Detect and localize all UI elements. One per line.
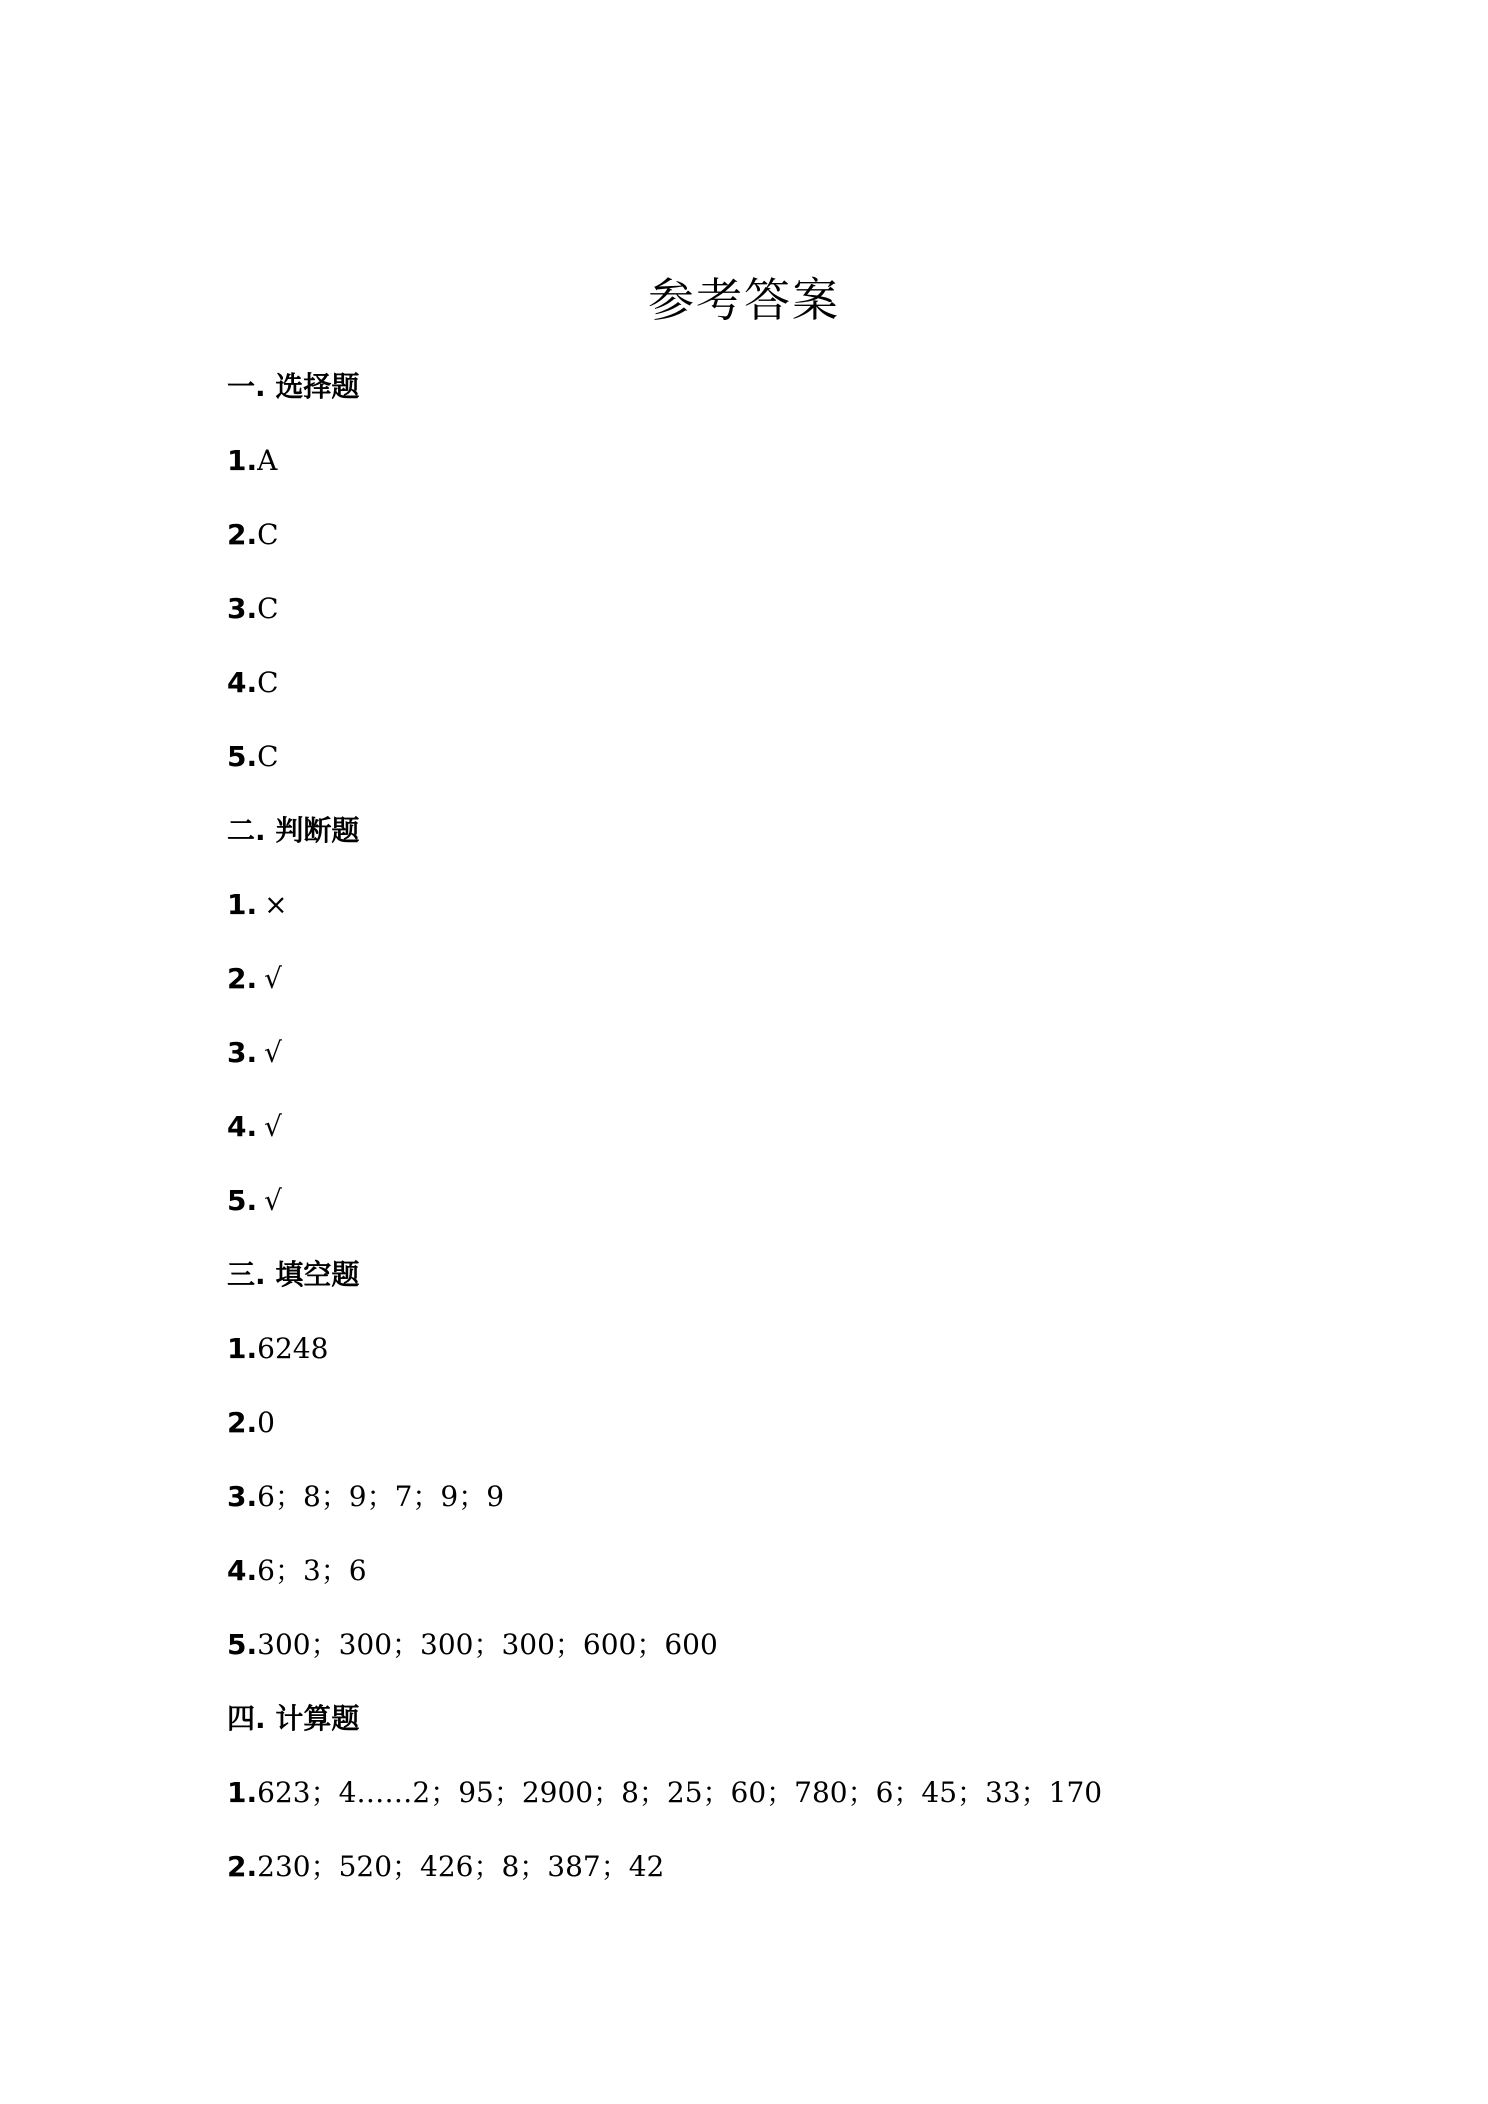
item-answer: C (257, 592, 279, 625)
item-number: 1. (227, 888, 258, 921)
item-number: 4. (227, 1110, 258, 1143)
list-item (227, 1773, 1102, 1814)
item-number: 2. (227, 518, 258, 551)
item-answer: × (264, 888, 288, 921)
section-heading-true-false: 二. 判断题 (227, 814, 360, 847)
item-answer: 230；520；426；8；387；42 (257, 1850, 665, 1883)
item-answer: C (257, 740, 279, 773)
list-item (227, 1625, 718, 1666)
list-item (227, 1107, 282, 1148)
item-number: 4. (227, 666, 258, 699)
list-item (227, 1847, 664, 1888)
item-number: 5. (227, 1184, 258, 1217)
item-answer: √ (264, 962, 282, 995)
item-answer: 623；4……2；95；2900；8；25；60；780；6；45；33；170 (257, 1776, 1103, 1809)
list-item (227, 1403, 275, 1444)
item-number: 1. (227, 1776, 258, 1809)
section-heading-fill-in-blank: 三. 填空题 (227, 1258, 360, 1291)
list-item (227, 1551, 367, 1592)
item-answer: √ (264, 1036, 282, 1069)
item-answer: C (257, 666, 279, 699)
item-answer: A (257, 444, 278, 477)
list-item (227, 515, 279, 556)
list-item (227, 1033, 282, 1074)
item-answer: 300；300；300；300；600；600 (257, 1628, 718, 1661)
section-heading-multiple-choice: 一. 选择题 (227, 370, 360, 403)
item-number: 3. (227, 1036, 258, 1069)
item-number: 3. (227, 592, 258, 625)
item-number: 2. (227, 1850, 258, 1883)
item-number: 1. (227, 1332, 258, 1365)
list-item (227, 663, 279, 704)
item-answer: 6；8；9；7；9；9 (257, 1480, 505, 1513)
list-item (227, 959, 282, 1000)
list-item (227, 885, 288, 926)
item-answer: 0 (257, 1406, 275, 1439)
list-item (227, 737, 279, 778)
section-heading-calculation: 四. 计算题 (227, 1702, 360, 1735)
item-answer: 6；3；6 (257, 1554, 367, 1587)
item-answer: C (257, 518, 279, 551)
item-answer: √ (264, 1110, 282, 1143)
item-answer: 6248 (257, 1332, 329, 1365)
item-number: 2. (227, 1406, 258, 1439)
list-item (227, 1329, 328, 1370)
page-title: 参考答案 (648, 273, 840, 327)
item-number: 2. (227, 962, 258, 995)
list-item (227, 589, 279, 630)
list-item (227, 441, 277, 482)
list-item (227, 1477, 504, 1518)
item-number: 1. (227, 444, 258, 477)
item-number: 3. (227, 1480, 258, 1513)
item-number: 4. (227, 1554, 258, 1587)
item-number: 5. (227, 740, 258, 773)
list-item (227, 1181, 282, 1222)
item-number: 5. (227, 1628, 258, 1661)
item-answer: √ (264, 1184, 282, 1217)
